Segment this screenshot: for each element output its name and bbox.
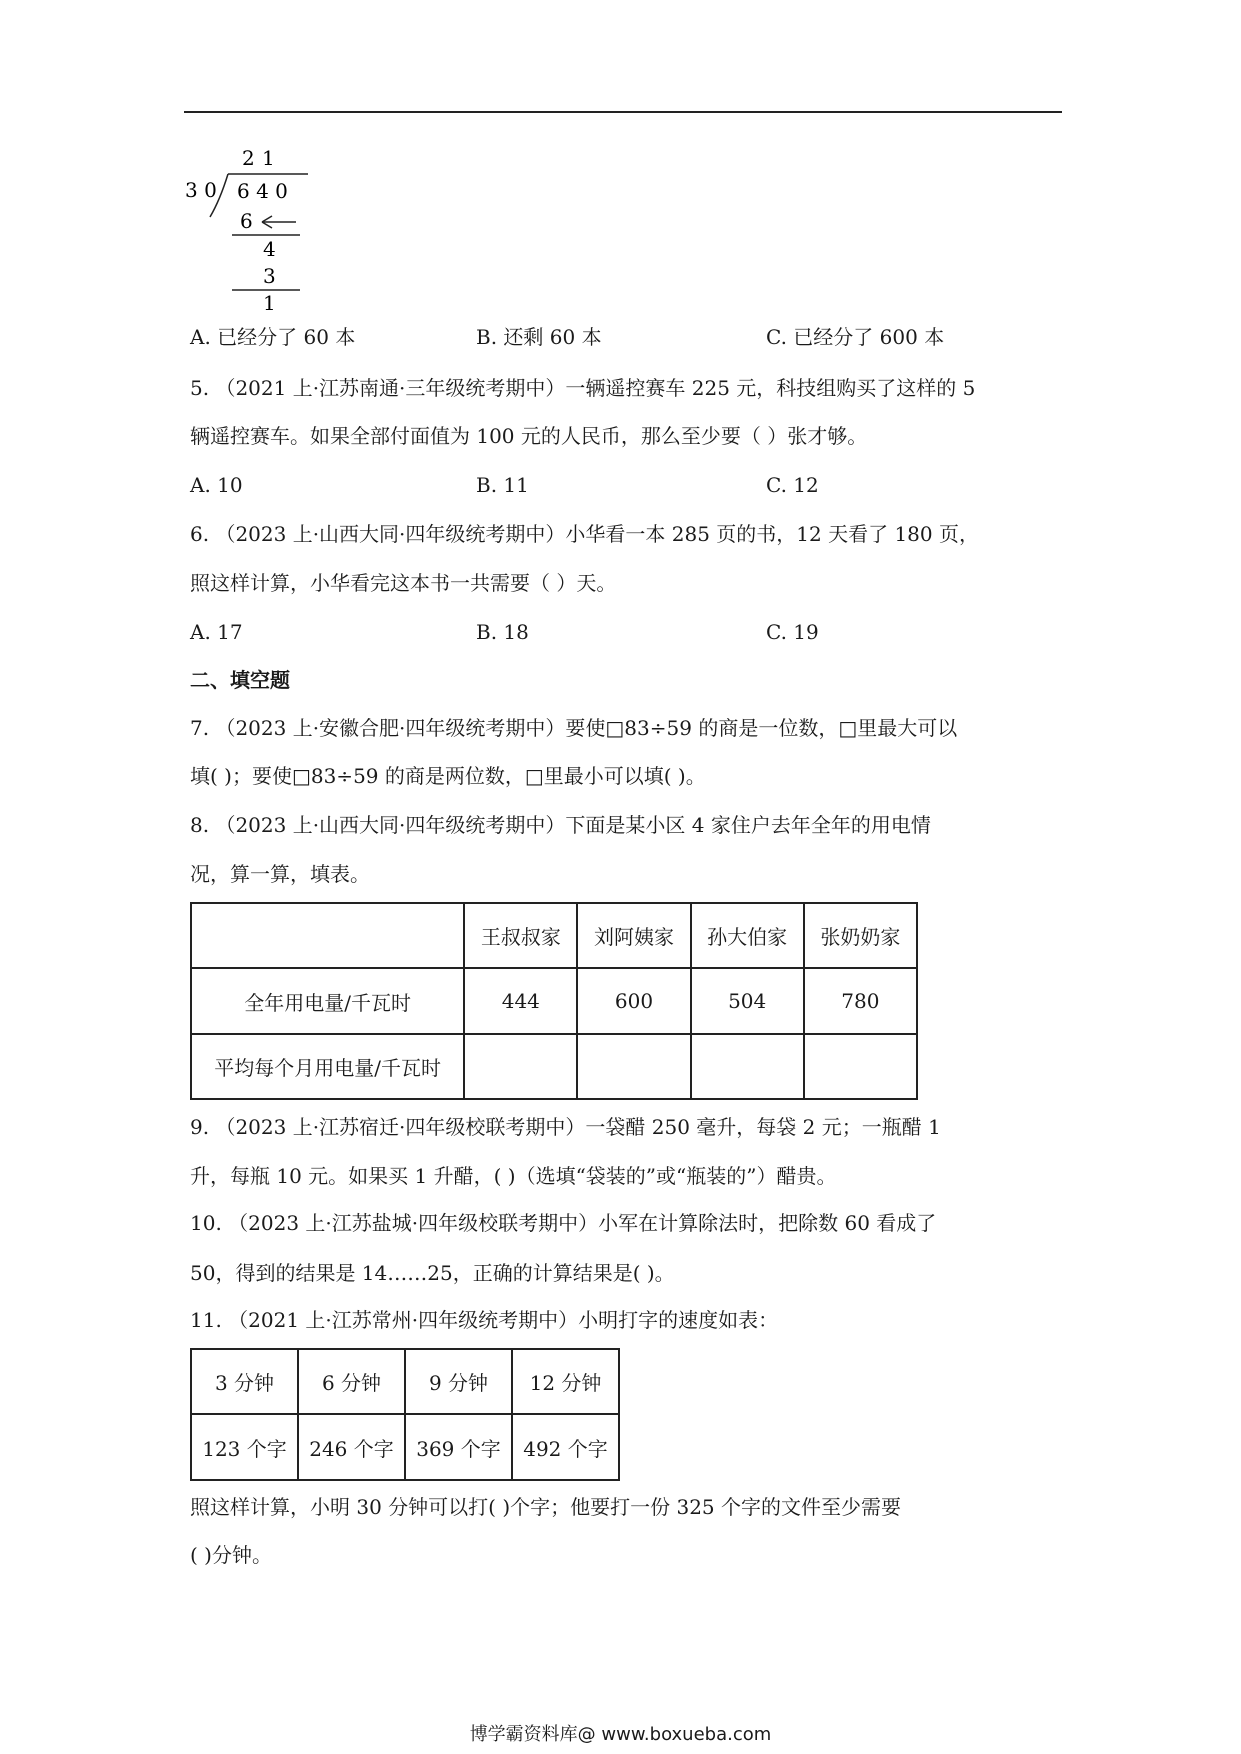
quotient-digit-2: 1 — [262, 146, 275, 170]
table-cell: 246 个字 — [298, 1414, 405, 1480]
footer-watermark: 博学霸资料库@ www.boxueba.com — [469, 1724, 772, 1745]
table-cell: 444 — [464, 968, 577, 1034]
row-label-cell: 全年用电量/千瓦时 — [191, 968, 464, 1034]
step-remainder-1: 4 — [263, 237, 276, 261]
table-header-cell: 王叔叔家 — [464, 903, 577, 968]
q11-line-1: 11. （2021 上·江苏常州·四年级统考期中）小明打字的速度如表： — [190, 1308, 779, 1332]
final-remainder: 1 — [263, 291, 276, 315]
quotient-digit-1: 2 — [242, 146, 255, 170]
q9-line-2: 升，每瓶 10 元。如果买 1 升醋，( )（选填“袋装的”或“瓶装的”）醋贵。 — [190, 1164, 837, 1188]
header-rule — [184, 111, 1062, 113]
q11-line-3: ( )分钟。 — [190, 1543, 272, 1567]
q5-line-2: 辆遥控赛车。如果全部付面值为 100 元的人民币，那么至少要（ ）张才够。 — [190, 424, 868, 448]
step-product-2: 3 — [263, 264, 276, 288]
divisor: 3 0 — [185, 178, 217, 202]
q6-line-2: 照这样计算，小华看完这本书一共需要（ ）天。 — [190, 571, 617, 595]
typing-speed-table — [190, 1348, 620, 1481]
table-row — [191, 968, 917, 1034]
answer-cell[interactable] — [464, 1034, 577, 1099]
table-row — [191, 1034, 917, 1099]
q6-option-b: B. 18 — [476, 620, 529, 644]
q5-line-1: 5. （2021 上·江苏南通·三年级统考期中）一辆遥控赛车 225 元，科技组购买了这样的 5 — [190, 376, 976, 400]
q6-option-c: C. 19 — [766, 620, 819, 644]
table-cell: 492 个字 — [512, 1414, 619, 1480]
q9-line-1: 9. （2023 上·江苏宿迁·四年级校联考期中）一袋醋 250 毫升，每袋 2 元；一瓶醋 1 — [190, 1115, 941, 1139]
table-cell: 780 — [804, 968, 917, 1034]
q4-option-a: A. 已经分了 60 本 — [190, 325, 356, 349]
q7-line-2: 填( )；要使□83÷59 的商是两位数，□里最小可以填( )。 — [190, 764, 706, 788]
step-product-1: 6 — [240, 209, 253, 233]
table-header-cell: 张奶奶家 — [804, 903, 917, 968]
q5-option-a: A. 10 — [190, 473, 243, 497]
table-cell: 6 分钟 — [298, 1349, 405, 1414]
row-label-cell: 平均每个月用电量/千瓦时 — [191, 1034, 464, 1099]
q5-option-b: B. 11 — [476, 473, 529, 497]
table-cell: 3 分钟 — [191, 1349, 298, 1414]
table-cell: 369 个字 — [405, 1414, 512, 1480]
table-cell: 123 个字 — [191, 1414, 298, 1480]
q7-line-1: 7. （2023 上·安徽合肥·四年级统考期中）要使□83÷59 的商是一位数，□里最大可以 — [190, 716, 958, 740]
table-cell: 9 分钟 — [405, 1349, 512, 1414]
electricity-table — [190, 902, 918, 1100]
q4-option-c: C. 已经分了 600 本 — [766, 325, 945, 349]
long-division-diagram — [180, 145, 320, 315]
q6-option-a: A. 17 — [190, 620, 243, 644]
table-cell: 12 分钟 — [512, 1349, 619, 1414]
table-cell: 600 — [577, 968, 690, 1034]
q4-option-b: B. 还剩 60 本 — [476, 325, 602, 349]
q10-line-1: 10. （2023 上·江苏盐城·四年级校联考期中）小军在计算除法时，把除数 60 看成了 — [190, 1211, 937, 1235]
table-header-cell: 孙大伯家 — [691, 903, 804, 968]
table-row — [191, 1414, 619, 1480]
table-header-row — [191, 903, 917, 968]
section-heading: 二、填空题 — [190, 668, 290, 692]
q5-option-c: C. 12 — [766, 473, 819, 497]
table-cell: 504 — [691, 968, 804, 1034]
table-row — [191, 1349, 619, 1414]
answer-cell[interactable] — [691, 1034, 804, 1099]
q8-line-1: 8. （2023 上·山西大同·四年级统考期中）下面是某小区 4 家住户去年全年的用电情 — [190, 813, 931, 837]
table-header-cell: 刘阿姨家 — [577, 903, 690, 968]
q6-line-1: 6. （2023 上·山西大同·四年级统考期中）小华看一本 285 页的书，12 天看了 180 页， — [190, 522, 979, 546]
q10-line-2: 50，得到的结果是 14……25，正确的计算结果是( )。 — [190, 1261, 675, 1285]
q11-line-2: 照这样计算，小明 30 分钟可以打( )个字；他要打一份 325 个字的文件至少需要 — [190, 1495, 902, 1519]
answer-cell[interactable] — [577, 1034, 690, 1099]
dividend: 6 4 0 — [237, 179, 288, 203]
q8-line-2: 况，算一算，填表。 — [190, 862, 370, 886]
answer-cell[interactable] — [804, 1034, 917, 1099]
table-corner-cell — [191, 903, 464, 968]
